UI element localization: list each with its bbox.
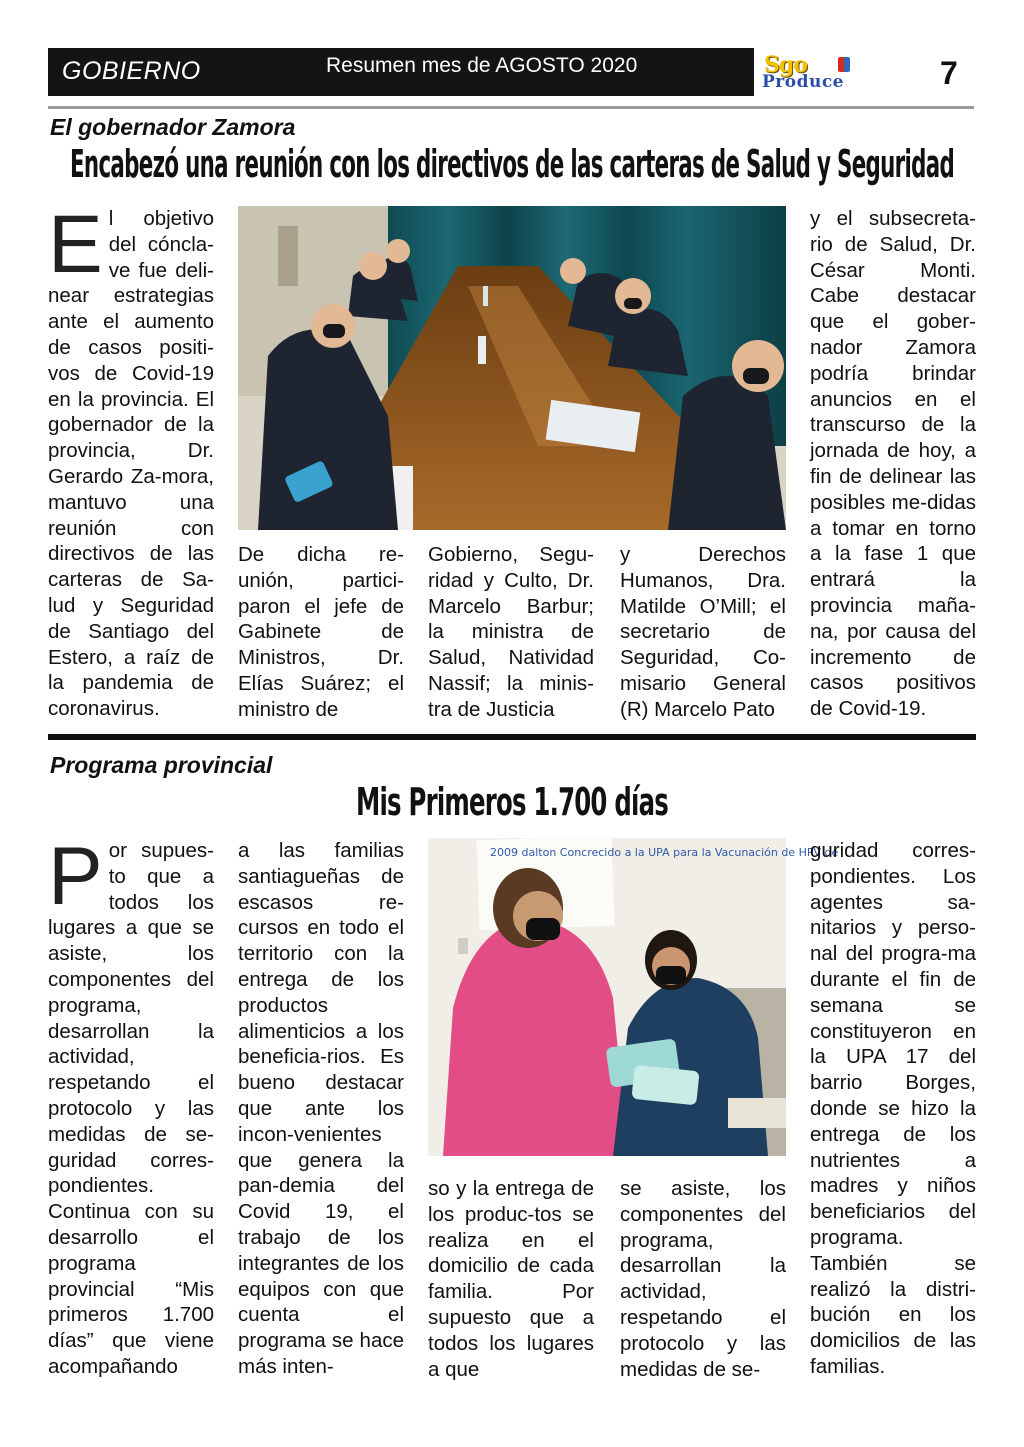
article1-dropcap: E [48, 199, 103, 290]
section-label: GOBIERNO [62, 57, 201, 85]
page-header-bar [48, 48, 754, 96]
page-number: 7 [940, 55, 958, 91]
article2-kicker: Programa provincial [50, 752, 273, 778]
poster-text: 2009 dalton Concrecido a la UPA para la Vacunación de HPV de [490, 846, 839, 859]
issue-label: Resumen mes de AGOSTO 2020 [326, 54, 638, 77]
logo-top-text: Sgo [764, 52, 807, 78]
section-divider [48, 734, 976, 740]
article1-headline: Encabezó una reunión con los directivos de las carteras de Salud y Seguridad [70, 142, 955, 186]
article1-column-2: De dicha re-unión, partici-paron el jefe de Gabinete de Ministros, Dr. Elías Suárez; el ministro de [238, 543, 404, 721]
article2-column-5: guridad corres-pondientes. Los agentes sa-nitarios y perso-nal del progra-ma durante el fin de semana se constituyeron en la UPA 17 del barrio Borges, donde se hizo la entrega de los nutrientes a madres y niños beneficiarios del programa. También se realizó la distri-bución en los domicilios de las familias. [810, 839, 976, 1378]
sgo-produce-logo [758, 52, 898, 94]
article1-column-4: y Derechos Humanos, Dra. Matilde O’Mill; el secretario de Seguridad, Co-misario General (R) Marcelo Pato [620, 543, 786, 721]
article2-column-2: a las familias santiagueñas de escasos re-cursos en todo el territorio con la entrega de los productos alimenticios a los beneficia-rios. Es bueno destacar que ante los incon-venientes que genera la pan-demia del Covid 19, el trabajo de los integrantes de los equipos con que cuenta el programa se hace más inten- [238, 839, 404, 1378]
flag-icon [838, 57, 850, 72]
logo-bottom-text: Produce [762, 72, 844, 92]
article2-column-4: se asiste, los componentes del programa, desarrollan la actividad, respetando el protocolo y las medidas de se- [620, 1177, 786, 1381]
article1-column-5: y el subsecreta-rio de Salud, Dr. César Monti. Cabe destacar que el gober-nador Zamora podría brindar anuncios en el transcurso de la jornada de hoy, a fin de delinear las posibles me-didas a tomar en torno a la fase 1 que entrará la provincia maña-na, por causa del incremento de casos positivos de Covid-19. [810, 207, 976, 721]
article2-col1-text: or supues-to que a todos los lugares a que se asiste, los componentes del programa, desarrollan la actividad, respetando el protocolo y las medidas de se-guridad corres-pondientes. Continua con su desarrollo el programa provincial “Mis primeros 1.700 días” que viene acompañando [48, 839, 214, 1378]
article2-dropcap: P [48, 831, 103, 922]
program-photo [428, 838, 839, 1156]
article1-column-3: Gobierno, Segu-ridad y Culto, Dr. Marcelo Barbur; la ministra de Salud, Natividad Nassif; la minis-tra de Justicia [428, 543, 594, 721]
header-rule [48, 106, 974, 109]
meeting-photo [238, 206, 786, 530]
article2-column-3: so y la entrega de los produc-tos se realiza en el domicilio de cada familia. Por supuesto que a todos los lugares a que [428, 1177, 594, 1381]
article2-column-1 [48, 831, 214, 1380]
program-photo-illustration [428, 838, 839, 1156]
article1-column-1 [48, 199, 214, 722]
article2-headline: Mis Primeros 1.700 días [356, 780, 668, 824]
meeting-photo-illustration [238, 206, 786, 530]
article1-col1-text: l objetivo del cóncla-ve fue deli-near estrategias ante el aumento de casos positi-vos de Covid-19 en la provincia. El gobernador de la provincia, Dr. Gerardo Za-mora, mantuvo una reunión con directivos de las carteras de Sa-lud y Seguridad de Santiago del Estero, a raíz de la pandemia de coronavirus. [48, 207, 214, 721]
article1-kicker: El gobernador Zamora [50, 114, 296, 140]
